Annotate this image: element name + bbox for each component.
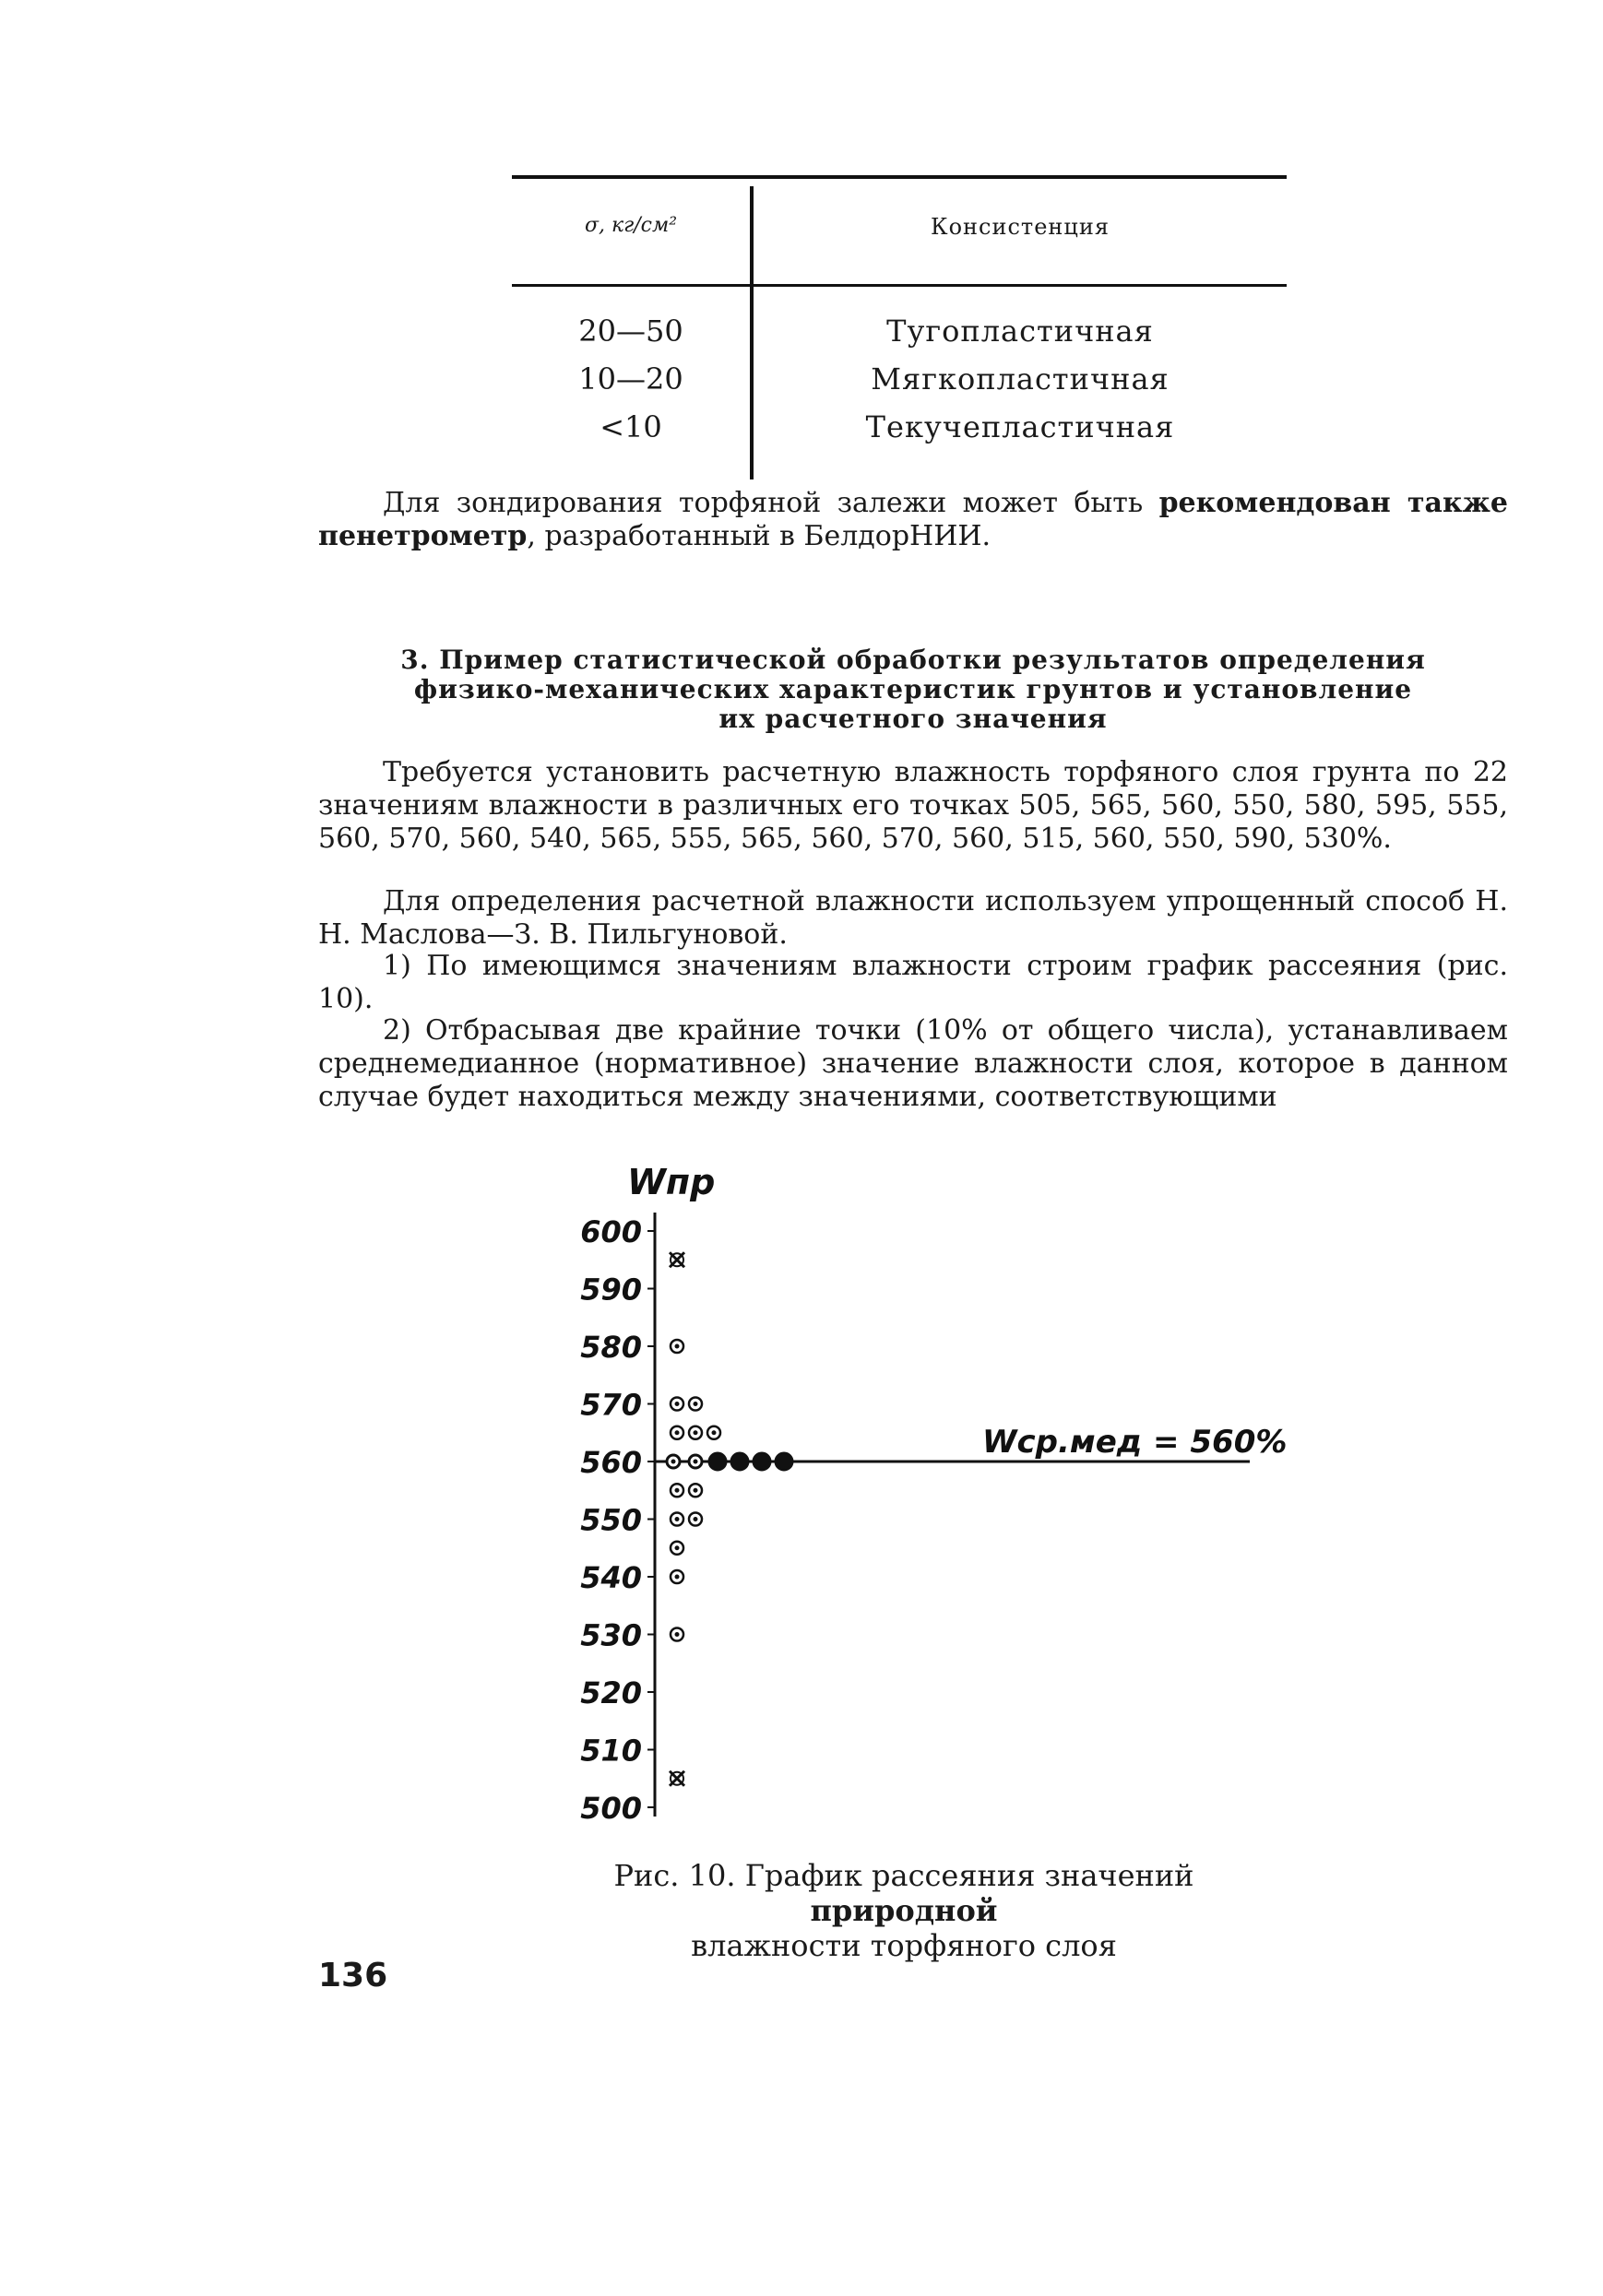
caption-bold-text: природной <box>810 1893 998 1928</box>
table-cell-consistency: Текучепластичная <box>865 409 1175 444</box>
median-point <box>731 1453 748 1470</box>
table-cell-range: 10—20 <box>578 361 683 396</box>
paragraph-bold-text: рекомендован также пенетрометр <box>318 487 1508 552</box>
data-point-center <box>675 1344 680 1349</box>
data-point-center <box>675 1575 680 1580</box>
data-point-center <box>675 1488 680 1493</box>
data-point-center <box>694 1517 698 1521</box>
section-heading-line: физико-механических характеристик грунтов и установление <box>413 674 1413 704</box>
y-tick-label: 500 <box>580 1791 642 1826</box>
data-point-center <box>694 1402 698 1406</box>
section-heading-line: 3. Пример статистической обработки результатов определения <box>400 645 1426 675</box>
data-point-center <box>675 1545 680 1550</box>
median-point-center <box>694 1460 698 1464</box>
table-header-pressure: σ, кг/см² <box>584 214 678 237</box>
y-tick-label: 540 <box>580 1560 642 1595</box>
data-point-center <box>694 1488 698 1493</box>
paragraph-step-1: 1) По имеющимся значениям влажности строим график рассеяния (рис. 10). <box>318 950 1508 1015</box>
data-point-center <box>675 1632 680 1637</box>
y-tick-label: 580 <box>580 1330 642 1365</box>
table-header-consistency: Консистенция <box>931 214 1110 240</box>
consistency-table <box>512 175 1287 489</box>
table-top-rule <box>512 175 1287 179</box>
median-label: Wср.мед = 560% <box>982 1424 1288 1461</box>
y-tick-label: 520 <box>580 1675 642 1710</box>
table-cell-range: 20—50 <box>578 314 683 349</box>
y-tick-label: 560 <box>580 1445 642 1480</box>
median-point <box>754 1453 770 1470</box>
median-point <box>709 1453 726 1470</box>
y-tick-label: 590 <box>580 1272 642 1308</box>
paragraph-penetrometer <box>318 487 1508 553</box>
caption-text: Рис. 10. График рассеяния значений <box>613 1858 1194 1893</box>
caption-text: влажности торфяного слоя <box>691 1928 1117 1963</box>
paragraph-text: Для зондирования торфяной залежи может быть <box>383 487 1159 519</box>
median-point <box>776 1453 792 1470</box>
y-tick-label: 570 <box>580 1387 642 1423</box>
y-tick-label: 510 <box>580 1733 642 1769</box>
table-cell-range: <10 <box>600 409 662 444</box>
table-cell-consistency: Тугопластичная <box>886 314 1154 349</box>
y-tick-label: 530 <box>580 1617 642 1653</box>
data-point-center <box>675 1402 680 1406</box>
paragraph-step-2: 2) Отбрасывая две крайние точки (10% от общего числа), устанавливаем среднемедианное (нормативное) значение влажности слоя, которое в данном случае будет находиться между значениями, соответствующими <box>318 1014 1508 1113</box>
section-heading-line: их расчетного значения <box>718 704 1108 734</box>
median-point-center <box>671 1460 676 1464</box>
data-point-center <box>675 1517 680 1521</box>
table-header-rule <box>512 284 1287 287</box>
data-point-center <box>675 1430 680 1435</box>
data-point-center <box>694 1430 698 1435</box>
section-heading <box>318 645 1508 734</box>
paragraph-text: , разработанный в БелдорНИИ. <box>527 520 991 552</box>
figure-caption <box>517 1858 1291 1963</box>
y-tick-label: 550 <box>580 1502 642 1538</box>
scatter-chart <box>517 1139 1291 1849</box>
page-number: 136 <box>318 1957 388 1994</box>
y-axis-label: Wпр <box>627 1162 716 1202</box>
paragraph-task: Требуется установить расчетную влажность торфяного слоя грунта по 22 значениям влажности в различных его точках 505, 565, 560, 550, 580, 595, 555, 560, 570, 560, 540, 565, 555, 565, 560, 570, 560, 515, 560, 550, 590, 530%. <box>318 756 1508 855</box>
table-cell-consistency: Мягкопластичная <box>871 361 1170 396</box>
data-point-center <box>712 1430 717 1435</box>
paragraph-method: Для определения расчетной влажности используем упрощенный способ Н. Н. Маслова—З. В. Пильгуновой. <box>318 885 1508 951</box>
y-tick-label: 600 <box>580 1214 642 1249</box>
